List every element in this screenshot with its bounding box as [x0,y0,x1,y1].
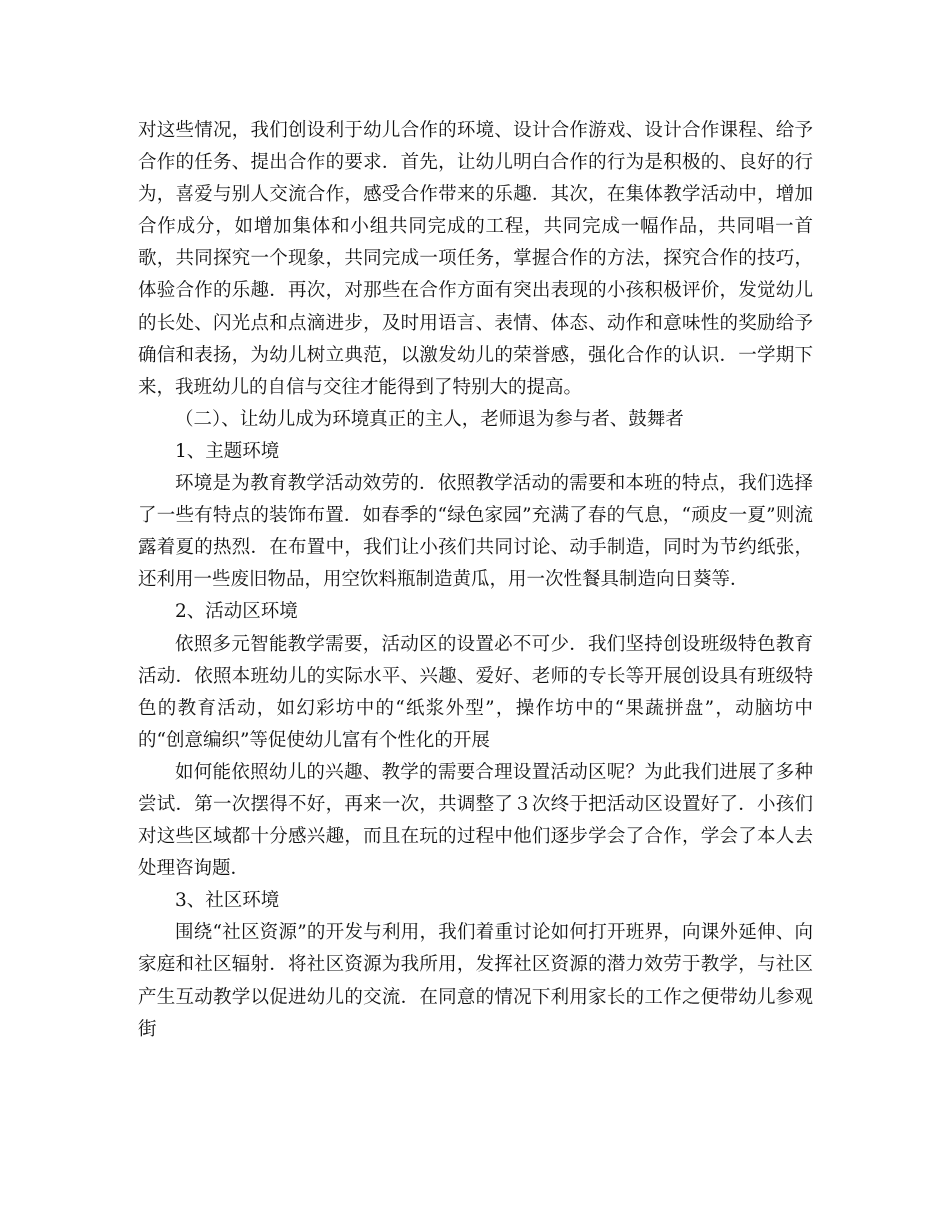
subheading-community-environment: 3、社区环境 [175,890,280,912]
section-heading-2: （二）、让幼儿成为环境真正的主人，老师退为参与者、鼓舞者 [175,408,684,430]
subheading-activity-area: 2、活动区环境 [175,601,298,623]
paragraph-activity-area-setup: 如何能依照幼儿的兴趣、教学的需要合理设置活动区呢？为此我们进展了多种尝试．第一次摆得不好，再来一次，共调整了３次终于把活动区设置好了．小孩们对这些区域都十分感兴趣，而且在玩的过程中他们逐步学会了合作，学会了本人去处理咨询题． [138,761,813,880]
document-body [138,115,813,1046]
paragraph-activity-area: 依照多元智能教学需要，活动区的设置必不可少．我们坚持创设班级特色教育活动．依照本班幼儿的实际水平、兴趣、爱好、老师的专长等开展创设具有班级特色的教育活动，如幻彩坊中的“纸浆外型”，操作坊中的“果蔬拼盘”，动脑坊中的“创意编织”等促使幼儿富有个性化的开展 [138,633,813,751]
subheading-theme-environment: 1、主题环境 [175,440,280,462]
paragraph-community-environment: 围绕“社区资源”的开发与利用，我们着重讨论如何打开班界，向课外延伸、向家庭和社区辐射．将社区资源为我所用，发挥社区资源的潜力效劳于教学，与社区产生互动教学以促进幼儿的交流．在同意的情况下利用家长的工作之便带幼儿参观街 [138,922,813,1040]
paragraph-cooperation: 对这些情况，我们创设利于幼儿合作的环境、设计合作游戏、设计合作课程、给予合作的任务、提出合作的要求．首先，让幼儿明白合作的行为是积极的、良好的行为，喜爱与别人交流合作，感受合作带来的乐趣．其次，在集体教学活动中，增加合作成分，如增加集体和小组共同完成的工程，共同完成一幅作品，共同唱一首歌，共同探究一个现象，共同完成一项任务，掌握合作的方法，探究合作的技巧，体验合作的乐趣．再次，对那些在合作方面有突出表现的小孩积极评价，发觉幼儿的长处、闪光点和点滴进步，及时用语言、表情、体态、动作和意味性的奖励给予确信和表扬，为幼儿树立典范，以激发幼儿的荣誉感，强化合作的认识．一学期下来，我班幼儿的自信与交往才能得到了特别大的提高。 [138,120,813,398]
paragraph-theme-environment: 环境是为教育教学活动效劳的．依照教学活动的需要和本班的特点，我们选择了一些有特点的装饰布置．如春季的“绿色家园”充满了春的气息，“顽皮一夏”则流露着夏的热烈．在布置中，我们让小孩们共同讨论、动手制造，同时为节约纸张，还利用一些废旧物品，用空饮料瓶制造黄瓜，用一次性餐具制造向日葵等． [138,473,813,591]
